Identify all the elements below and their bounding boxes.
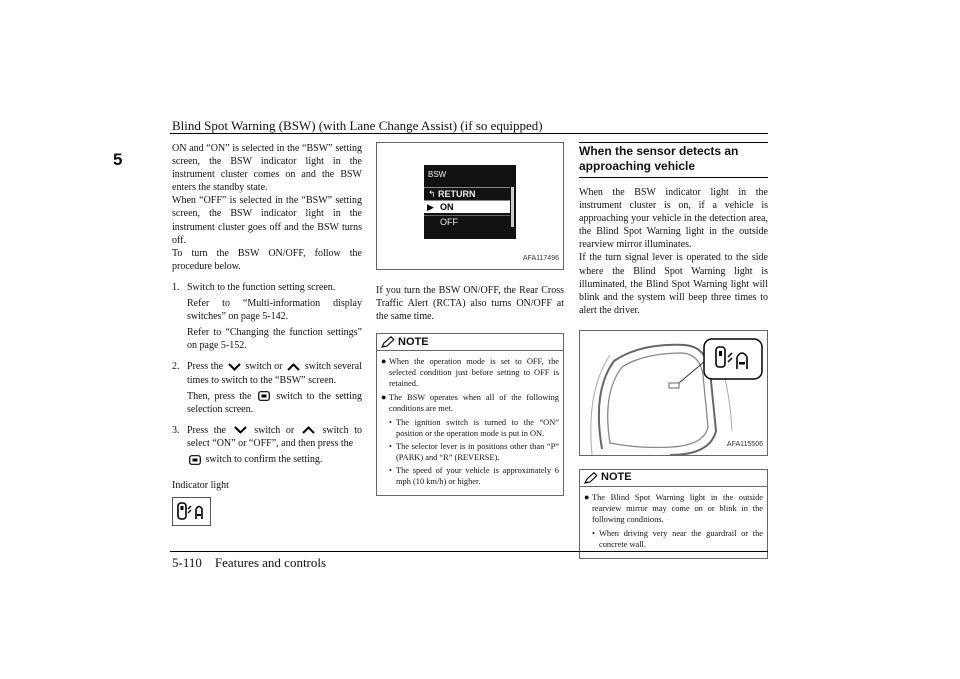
rearview-mirror-illustration — [580, 331, 767, 455]
scrollbar — [511, 187, 514, 227]
note-sub-item: • The speed of your vehicle is approximately 6 mph (10 km/h) or higher. — [389, 466, 559, 487]
column-2 — [376, 142, 564, 496]
chapter-number: 5 — [113, 150, 123, 169]
column-1 — [172, 142, 362, 526]
note-header — [580, 470, 767, 487]
header-rule — [170, 133, 768, 134]
paragraph: If the turn signal lever is operated to the side where the Blind Spot Warning light is illuminated, the Blind Spot Warning light will blink and the system will beep three times to alert the driver. — [579, 252, 768, 316]
note-bullet: ● When the operation mode is set to OFF, the selected condition just before setting to OFF is retained. — [381, 356, 559, 389]
note-title: NOTE — [601, 471, 632, 484]
menu-item-return: ↰ RETURN — [424, 187, 510, 201]
note-bullet: ● The BSW operates when all of the following conditions are met. — [381, 392, 559, 414]
note-header — [377, 334, 563, 351]
enter-switch-icon — [189, 455, 201, 465]
page-number: 5-110 — [172, 555, 202, 570]
paragraph: When the BSW indicator light in the instrument cluster is on, if a vehicle is approaching your vehicle in the detection area, the Blind Spot Warning light in the outside rearview mirror illuminates. — [579, 187, 768, 251]
screen-title: BSW — [428, 170, 447, 179]
procedure-steps — [172, 281, 362, 469]
page-footer — [172, 555, 326, 571]
display-screen — [424, 165, 516, 239]
enter-switch-icon — [258, 391, 270, 401]
note-bullet: ● The Blind Spot Warning light in the outside rearview mirror may come on or blink in the following conditions. — [584, 491, 763, 524]
indicator-light-label: Indicator light — [172, 480, 229, 492]
return-icon: ↰ — [428, 189, 436, 199]
note-sub-item: • When driving very near the guardrail or the concrete wall. — [592, 528, 763, 549]
mirror-figure — [579, 330, 768, 456]
footer-rule — [170, 551, 768, 552]
play-arrow-icon: ▶ — [427, 202, 434, 212]
page-header-title: Blind Spot Warning (BSW) (with Lane Change Assist) (if so equipped) — [172, 118, 543, 133]
chevron-down-icon — [234, 426, 247, 434]
pencil-icon — [584, 472, 598, 484]
paragraph: To turn the BSW ON/OFF, follow the procedure below. — [172, 247, 362, 272]
note-box — [376, 333, 564, 496]
chevron-up-icon — [287, 363, 300, 371]
menu-item-on: ▶ ON — [424, 201, 510, 213]
footer-section: Features and controls — [214, 555, 327, 570]
menu-item-off: OFF — [424, 215, 510, 228]
section-heading: When the sensor detects an approaching vehicle — [579, 142, 768, 178]
step-item: 2. Press the switch or switch several times to switch to the “BSW” screen. Then, press the switch to the setting selection screen. — [172, 361, 362, 415]
chevron-down-icon — [228, 363, 241, 371]
bsw-indicator-icon — [172, 497, 211, 526]
pencil-icon — [381, 336, 395, 348]
figure-code: AFA115506 — [726, 440, 763, 448]
chevron-up-icon — [302, 426, 315, 434]
step-item: 3. Press the switch or switch to select “ON” or “OFF”, and then press the switch to confirm the setting. — [172, 424, 363, 465]
step-item: 1. Switch to the function setting screen. Refer to “Multi-information display switches” on page 5-142. Refer to “Changing the function settings” on page 5-152. — [172, 281, 362, 352]
note-sub-item: • The ignition switch is turned to the “ON” position or the operation mode is put in ON. — [389, 418, 559, 439]
note-box — [579, 469, 768, 559]
paragraph: When “OFF” is selected in the “BSW” setting screen, the BSW indicator light in the instrument cluster goes off and the BSW turns off. — [172, 195, 362, 246]
note-sub-item: • The selector lever is in positions other than “P” (PARK) and “R” (REVERSE). — [389, 442, 559, 463]
column-3 — [579, 142, 768, 559]
paragraph: ON and “ON” is selected in the “BSW” setting screen, the BSW indicator light in the instrument cluster comes on and the BSW enters the standby state. — [172, 143, 362, 194]
paragraph: If you turn the BSW ON/OFF, the Rear Cross Traffic Alert (RCTA) also turns ON/OFF at the same time. — [376, 285, 564, 323]
figure-code: AFA117496 — [522, 254, 559, 262]
bsw-screen-figure — [376, 142, 564, 270]
note-title: NOTE — [398, 335, 429, 348]
